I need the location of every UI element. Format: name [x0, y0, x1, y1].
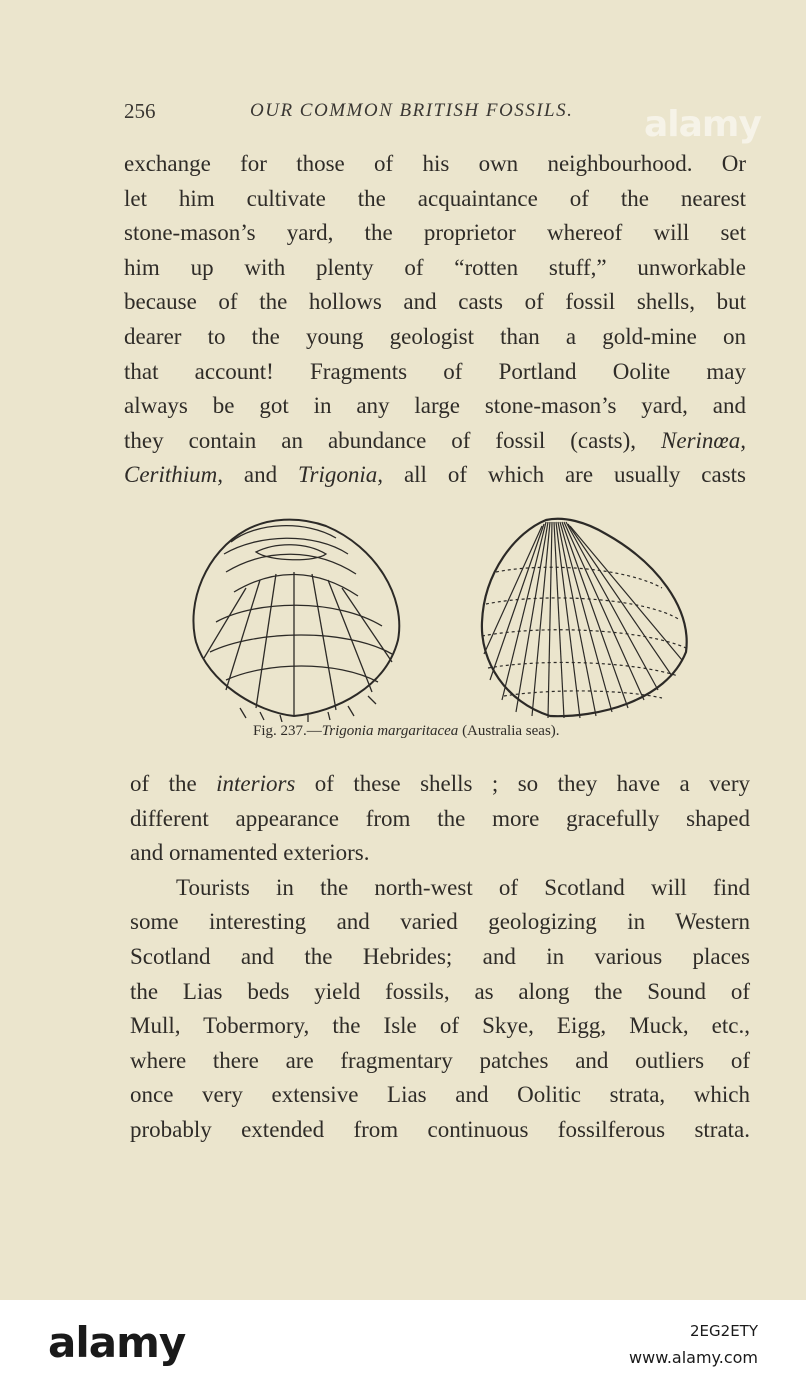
caption-label: Fig. 237.— [253, 723, 322, 739]
text-line [130, 767, 750, 802]
text-line: him up with plenty of “rotten stuff,” unworkable [124, 254, 746, 280]
caption-species: Trigonia margaritacea [321, 723, 459, 739]
shell-interior-drawing [193, 520, 399, 722]
text-line: once very extensive Lias and Oolitic strata, which [130, 1082, 750, 1108]
text-line: let him cultivate the acquaintance of the nearest [124, 185, 746, 211]
stock-footer [0, 1300, 806, 1390]
genus-name: Nerinœa, [661, 427, 746, 453]
site-url: www.alamy.com [629, 1348, 758, 1367]
text-line: the Lias beds yield fossils, as along the Sound of [130, 978, 750, 1004]
text-line: Mull, Tobermory, the Isle of Skye, Eigg, Muck, etc., [130, 1013, 750, 1039]
book-title: OUR COMMON BRITISH FOSSILS. [250, 100, 574, 121]
shell-exterior-drawing [482, 519, 687, 718]
text-line: some interesting and varied geologizing in Western [130, 909, 750, 935]
paragraph-2-3 [130, 767, 750, 1148]
text-line: different appearance from the more gracefully shaped [130, 805, 750, 831]
text-fragment: of these shells ; so they have a very [295, 771, 750, 796]
text-line: Tourists in the north-west of Scotland will find [176, 874, 750, 900]
page-number: 256 [124, 99, 156, 123]
caption-locality: (Australia seas). [458, 723, 560, 739]
text-line: because of the hollows and casts of fossil shells, but [124, 289, 746, 315]
emphasis-word: interiors [216, 771, 296, 796]
watermark-text: alamy [644, 104, 761, 145]
text-line: stone-mason’s yard, the proprietor whereof will set [124, 220, 746, 246]
shell-illustration [186, 512, 696, 722]
paragraph-1 [124, 147, 746, 493]
running-head [124, 99, 624, 127]
text-line: probably extended from continuous fossilferous strata. [130, 1116, 750, 1142]
text-line: dearer to the young geologist than a gold-mine on [124, 323, 746, 349]
text-fragment: all of which are usually casts [383, 462, 746, 488]
text-line: that account! Fragments of Portland Oolite may [124, 358, 746, 384]
text-fragment: and [223, 462, 299, 488]
text-line: Scotland and the Hebrides; and in various places [130, 943, 750, 969]
text-line: always be got in any large stone-mason’s yard, and [124, 393, 746, 419]
genus-name: Cerithium, [124, 462, 224, 488]
genus-name: Trigonia, [298, 462, 384, 488]
image-id: 2EG2ETY [690, 1322, 758, 1340]
text-line [124, 424, 746, 459]
figure-caption [253, 723, 653, 740]
figure-shells [186, 512, 696, 722]
alamy-logo: alamy [48, 1318, 186, 1367]
text-line: exchange for those of his own neighbourhood. Or [124, 151, 746, 176]
text-fragment: they contain an abundance of fossil (casts), [124, 427, 662, 453]
text-line [124, 458, 746, 493]
text-line: and ornamented exteriors. [130, 840, 370, 866]
text-line: where there are fragmentary patches and outliers of [130, 1047, 750, 1073]
text-fragment: of the [130, 771, 217, 796]
